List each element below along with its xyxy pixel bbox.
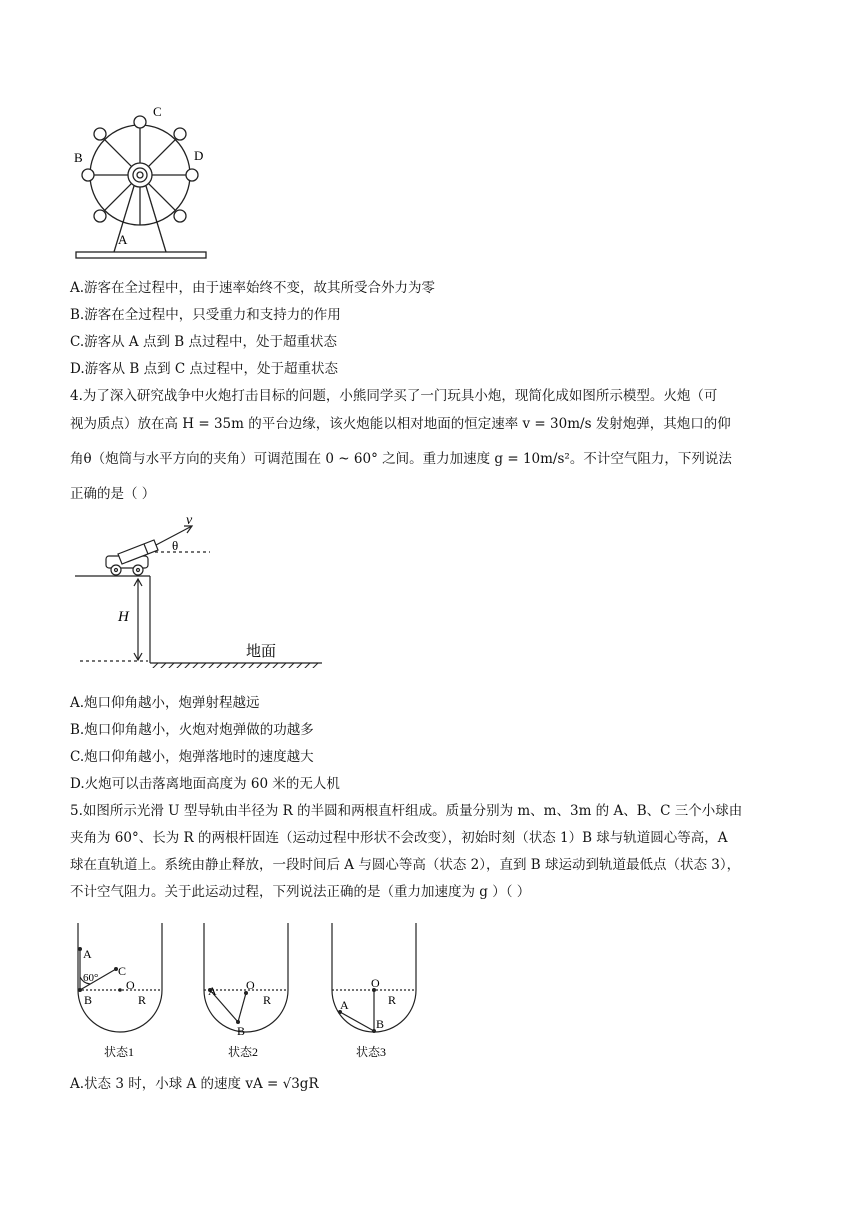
- q3-option-c: C.游客从 A 点到 B 点过程中，处于超重状态: [70, 334, 337, 350]
- q5-stem-line-1: 5.如图所示光滑 U 型导轨由半径为 R 的半圆和两根直杆组成。质量分别为 m、m、3m 的 A、B、C 三个小球由: [70, 803, 743, 819]
- ferris-wheel-figure: [70, 100, 220, 262]
- label-b: B: [74, 150, 83, 165]
- state1-caption: 状态1: [104, 1045, 135, 1059]
- label-a: A: [118, 232, 128, 247]
- label-c: C: [153, 104, 162, 119]
- q5-stem-line-2: 夹角为 60°、长为 R 的两根杆固连（运动过程中形状不会改变），初始时刻（状态 1）B 球与轨道圆心等高，A: [70, 830, 728, 846]
- q4-option-d: D.火炮可以击落离地面高度为 60 米的无人机: [70, 776, 340, 792]
- cannon-figure: [70, 508, 330, 668]
- s1-label-r: R: [138, 993, 147, 1007]
- q4-option-a: A.炮口仰角越小，炮弹射程越远: [70, 695, 260, 711]
- s1-label-b: B: [84, 993, 93, 1007]
- q5-stem-line-3: 球在直轨道上。系统由静止释放，一段时间后 A 与圆心等高（状态 2），直到 B 球运动到轨道最低点（状态 3），: [70, 857, 741, 873]
- label-h: H: [118, 609, 129, 625]
- s1-label-o: O: [126, 978, 135, 992]
- label-ground: 地面: [246, 644, 277, 660]
- q4-stem-line-3: 角θ（炮筒与水平方向的夹角）可调范围在 0 ~ 60° 之间。重力加速度 g = 10m/s²。不计空气阻力，下列说法: [70, 451, 732, 467]
- q3-option-b: B.游客在全过程中，只受重力和支持力的作用: [70, 307, 341, 323]
- q3-option-d: D.游客从 B 点到 C 点过程中，处于超重状态: [70, 361, 339, 377]
- label-theta: θ: [172, 538, 179, 553]
- q5-stem-line-4: 不计空气阻力。关于此运动过程，下列说法正确的是（重力加速度为 g ）（ ）: [70, 884, 531, 900]
- s1-label-angle: 60°: [83, 972, 99, 984]
- s3-label-b: B: [376, 1017, 385, 1031]
- state2-caption: 状态2: [228, 1045, 259, 1059]
- label-v: v: [186, 513, 193, 528]
- s1-label-a: A: [83, 947, 92, 961]
- state3-caption: 状态3: [356, 1045, 387, 1059]
- s3-label-a: A: [340, 998, 349, 1012]
- s1-label-c: C: [118, 964, 127, 978]
- label-d: D: [194, 148, 204, 163]
- q4-stem-line-2: 视为质点）放在高 H = 35m 的平台边缘，该火炮能以相对地面的恒定速率 v = 30m/s 发射炮弹，其炮口的仰: [70, 416, 731, 432]
- s2-label-o: O: [246, 978, 255, 992]
- s2-label-r: R: [263, 993, 272, 1007]
- s2-label-a: A: [208, 984, 217, 998]
- q4-option-c: C.炮口仰角越小，炮弹落地时的速度越大: [70, 749, 314, 765]
- s2-label-b: B: [237, 1024, 246, 1038]
- s3-label-o: O: [371, 976, 380, 990]
- q4-stem-line-1: 4.为了深入研究战争中火炮打击目标的问题，小熊同学买了一门玩具小炮，现简化成如图所示模型。火炮（可: [70, 388, 718, 404]
- q4-stem-line-4: 正确的是（ ）: [70, 486, 156, 502]
- q3-option-a: A.游客在全过程中，由于速率始终不变，故其所受合外力为零: [70, 280, 436, 296]
- u-rail-figures: [70, 915, 430, 1065]
- q4-option-b: B.炮口仰角越小，火炮对炮弹做的功越多: [70, 722, 314, 738]
- q5-option-a: A.状态 3 时，小球 A 的速度 vA = √3gR: [70, 1076, 319, 1092]
- s3-label-r: R: [388, 993, 397, 1007]
